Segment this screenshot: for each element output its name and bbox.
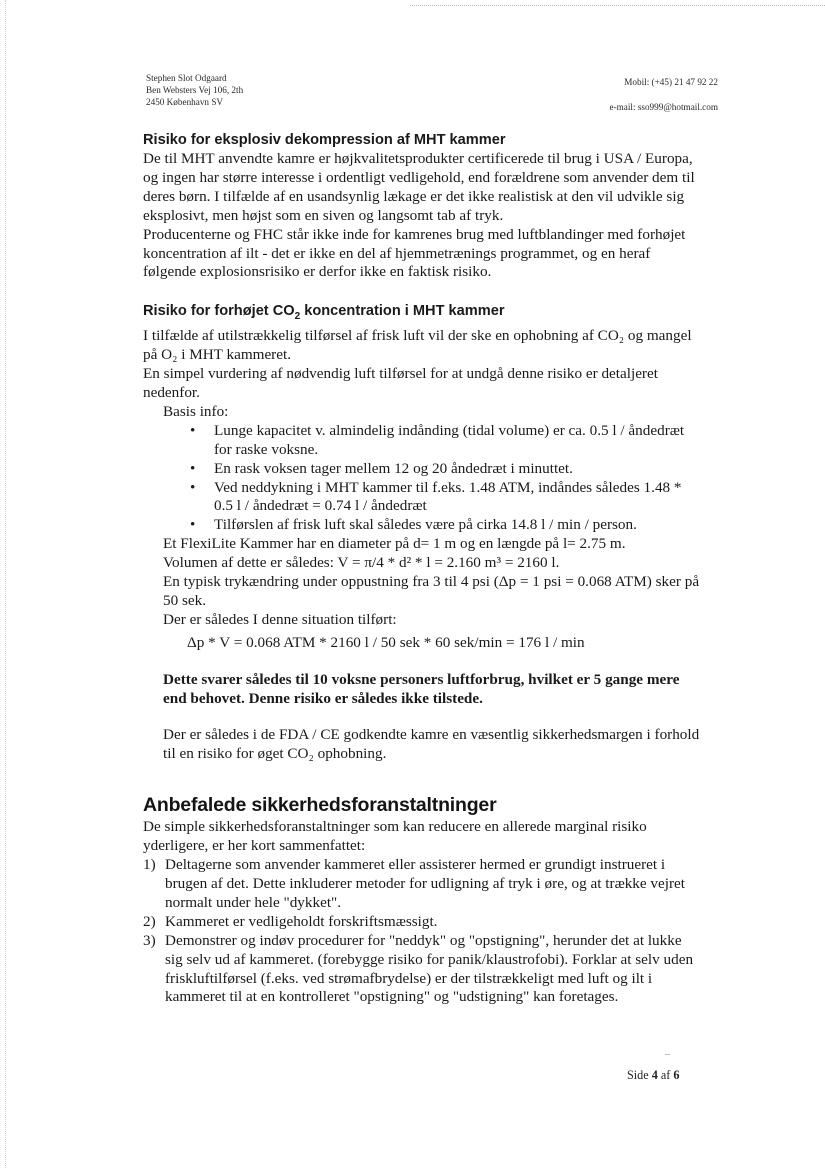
basis-info-label: Basis info: — [163, 402, 229, 420]
list-item — [143, 856, 703, 913]
list-item — [143, 932, 703, 1008]
sender-address — [146, 72, 243, 108]
scan-smudge — [665, 1054, 670, 1055]
top-dotted-rule — [410, 5, 825, 6]
list-item: • Ved neddykning i MHT kammer til f.eks. 1.48 ATM, indåndes således 1.48 * 0.5 l / åndedræt = 0.74 l / åndedræt — [214, 479, 703, 517]
section-heading-safety-measures: Anbefalede sikkerhedsforanstaltninger — [143, 794, 497, 817]
footer-current-page: 4 — [651, 1068, 658, 1082]
list-item: • Tilførslen af frisk luft skal således være på cirka 14.8 l / min / person. — [214, 516, 703, 535]
list-item: • En rask voksen tager mellem 12 og 20 åndedræt i minuttet. — [214, 460, 703, 479]
sender-contact — [610, 76, 719, 113]
co2-heading-subscript: 2 — [294, 311, 301, 323]
section-heading-co2 — [143, 302, 703, 326]
letterhead — [143, 72, 718, 112]
list-item — [143, 913, 703, 932]
page-number-footer — [627, 1068, 679, 1083]
co2-heading-pre: Risiko for forhøjet CO — [143, 303, 295, 320]
sender-email: e-mail: sso999@hotmail.com — [609, 102, 718, 112]
list-text: Deltagerne som anvender kammeret eller assisterer hermed er grundigt instrueret i brugen af det. Dette inkluderer metoder for udligning af tryk i øre, og at trække vejret normalt under hele "dykket". — [165, 856, 685, 911]
list-text: Demonstrer og indøv procedurer for "neddyk" og "opstigning", herunder det at lukke sig selv ud af kammeret. (forebygge risiko for panik/klaustrofobi). Forklar at selv uden friskluftilførsel (f.eks. ved strømafbrydelse) er der tilstrækkeligt med luft og ilt i kammeret til at en kontrolleret "opstigning" og "udstigning" kan foretages. — [165, 931, 694, 1006]
basis-info-list — [143, 422, 703, 535]
list-item: • Lunge kapacitet v. almindelig indånding (tidal volume) er ca. 0.5 l / åndedræt for raske voksne. — [214, 422, 703, 460]
footer-prefix: Side — [627, 1068, 652, 1082]
decompression-paragraph-1: De til MHT anvendte kamre er højkvalitetsprodukter certificerede til brug i USA / Europa, og ingen har større interesse i ordentligt vedligehold, end forældrene som anvender dem til deres børn. I tilfælde af en usandsynlig lækage er det ikke realistisk at den vil udvikle sig eksplosivt, men højst som en siven og langsomt tab af tryk. — [143, 150, 695, 224]
co2-intro-1: I tilfælde af utilstrækkelig tilførsel af frisk luft vil der ske en ophobning af CO₂ og mangel på O₂ i MHT kammeret. — [143, 327, 692, 364]
supplied-intro: Der er således I denne situation tilført: — [163, 610, 397, 628]
sender-name: Stephen Slot Odgaard — [146, 73, 227, 83]
sender-city: 2450 København SV — [146, 97, 224, 107]
sender-mobile: Mobil: (+45) 21 47 92 22 — [624, 77, 718, 87]
footer-total-pages: 6 — [673, 1068, 680, 1082]
list-number: 3) — [143, 931, 156, 949]
document-page — [143, 72, 718, 1007]
co2-intro-2: En simpel vurdering af nødvendig luft tilførsel for at undgå denne risiko er detaljeret nedenfor. — [143, 365, 658, 401]
left-scan-edge — [5, 0, 6, 1168]
safety-intro: De simple sikkerhedsforanstaltninger som kan reducere en allerede marginal risiko yderligere, er her kort sammenfattet: — [143, 818, 647, 855]
section-heading-decompression: Risiko for eksplosiv dekompression af MHT kammer — [143, 132, 506, 148]
sender-street: Ben Websters Vej 106, 2th — [146, 85, 244, 95]
air-supply-calculation: Δp * V = 0.068 ATM * 2160 l / 50 sek * 60 sek/min = 176 l / min — [187, 633, 585, 651]
chamber-volume: Volumen af dette er således: V = π/4 * d² * l = 2.160 m³ = 2160 l. — [163, 554, 560, 572]
safety-measures-list — [143, 856, 703, 1007]
pressure-change: En typisk trykændring under oppustning fra 3 til 4 psi (Δp = 1 psi = 0.068 ATM) sker på 50 sek. — [163, 573, 700, 609]
list-text: Kammeret er vedligeholdt forskriftsmæssigt. — [165, 912, 438, 930]
decompression-paragraph-2: Producenterne og FHC står ikke inde for kamrenes brug med luftblandinger med forhøjet koncentration af ilt - det er ikke en del af hjemmetrænings programmet, og en heraf følgende explosionsrisiko er derfor ikke en faktisk risiko. — [143, 225, 686, 281]
co2-heading-post: koncentration i MHT kammer — [300, 303, 505, 320]
footer-mid: af — [657, 1068, 674, 1082]
list-number: 2) — [143, 912, 156, 930]
safety-margin-conclusion: Der er således i de FDA / CE godkendte kamre en væsentlig sikkerhedsmargen i forhold til en risiko for øget CO₂ ophobning. — [163, 726, 700, 763]
list-number: 1) — [143, 856, 156, 874]
conclusion-bold-statement: Dette svarer således til 10 voksne personers luftforbrug, hvilket er 5 gange mere end behovet. Denne risiko er således ikke tilstede. — [163, 670, 680, 707]
chamber-dimensions: Et FlexiLite Kammer har en diameter på d= 1 m og en længde på l= 2.75 m. — [163, 535, 626, 553]
